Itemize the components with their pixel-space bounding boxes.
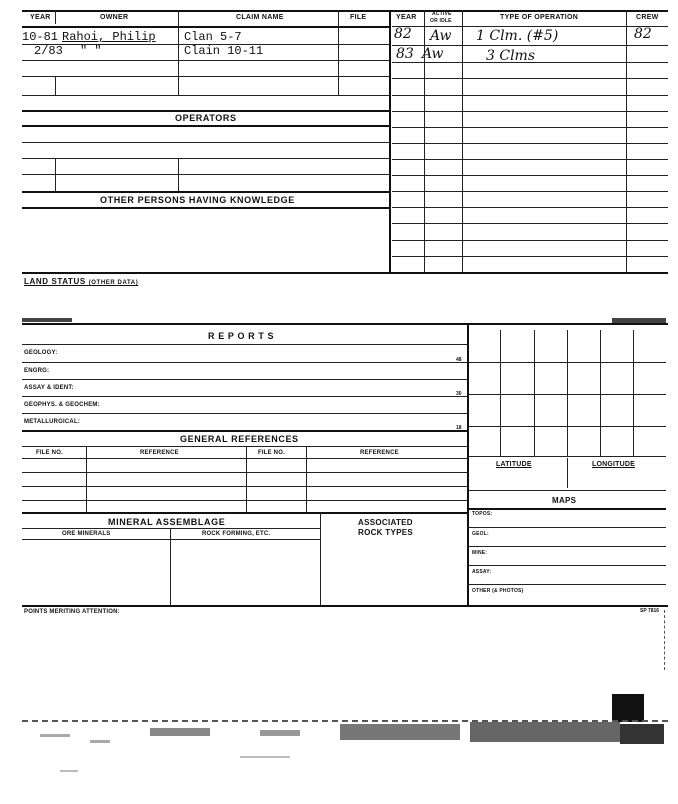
ref-file-no-2: FILE NO. [258,450,285,456]
ops-row-1-crew: 82 [634,26,652,42]
claim-row-1-owner: Rahoi, Philip [62,30,156,44]
assoc-line-2: ROCK TYPES [358,528,414,537]
ops-row-2-type: 3 Clms [486,48,536,64]
maps-other: OTHER (& PHOTOS) [472,588,524,594]
land-status-title [24,277,138,286]
claim-row-2-year: 2/83 [34,44,63,58]
report-assay: ASSAY & IDENT: [24,385,74,391]
col-owner: OWNER [100,14,129,21]
ops-row-1-type: 1 Clm. (#5) [476,28,559,44]
operators-title: OPERATORS [175,113,237,123]
ops-col-type: TYPE OF OPERATION [500,14,579,21]
ops-row-2-year: 83 [396,46,414,62]
maps-geol: GEOL: [472,531,489,537]
maps-topos: TOPOS: [472,511,493,517]
land-status-sublabel: (OTHER DATA) [88,280,139,286]
maps-assay: ASSAY: [472,569,492,575]
assoc-line-1: ASSOCIATED [358,518,413,527]
report-metallurgical: METALLURGICAL: [24,419,81,425]
maps-mine: MINE: [472,550,488,556]
ops-row-1-status: Aw [430,28,452,44]
report-engrg: ENGRG: [24,368,50,374]
longitude-label: LONGITUDE [592,461,636,468]
col-year: YEAR [30,14,51,21]
col-claim-name: CLAIM NAME [236,14,284,21]
col-file: FILE [350,14,367,21]
land-status-label: LAND STATUS [24,277,86,286]
report-geophys: GEOPHYS. & GEOCHEM: [24,402,100,408]
latitude-label: LATITUDE [496,461,532,468]
general-refs-title: GENERAL REFERENCES [180,434,299,444]
ops-col-year: YEAR [396,14,417,21]
report-metallurgical-num: 18 [456,425,462,431]
mineral-title: MINERAL ASSEMBLAGE [108,517,226,527]
report-geology: GEOLOGY: [24,350,58,356]
claim-row-2-owner: " " [80,44,102,58]
report-assay-num: 30 [456,391,462,397]
points-meriting-label: POINTS MERITING ATTENTION: [24,609,120,615]
ref-reference-1: REFERENCE [140,450,179,456]
ref-file-no-1: FILE NO. [36,450,63,456]
form-number: SP 7816 [640,608,660,614]
claim-row-2-claim: Clain 10-11 [184,44,264,58]
reports-title: R E P O R T S [208,331,275,341]
ref-reference-2: REFERENCE [360,450,399,456]
other-persons-title: OTHER PERSONS HAVING KNOWLEDGE [100,195,295,205]
rock-forming: ROCK FORMING, ETC. [202,531,271,537]
ops-row-1-year: 82 [394,26,412,42]
ore-minerals: ORE MINERALS [62,531,111,537]
claim-row-1-year: 10-81 [22,30,59,44]
report-geology-num: 48 [456,357,462,363]
claim-row-1-claim: Clan 5-7 [184,30,242,44]
ops-col-crew: CREW [636,14,659,21]
ops-col-active: ACTIVE [432,11,452,17]
ops-row-2-status: Aw [422,46,444,62]
ops-col-idle: OR IDLE [430,18,452,24]
maps-title: MAPS [552,496,577,505]
